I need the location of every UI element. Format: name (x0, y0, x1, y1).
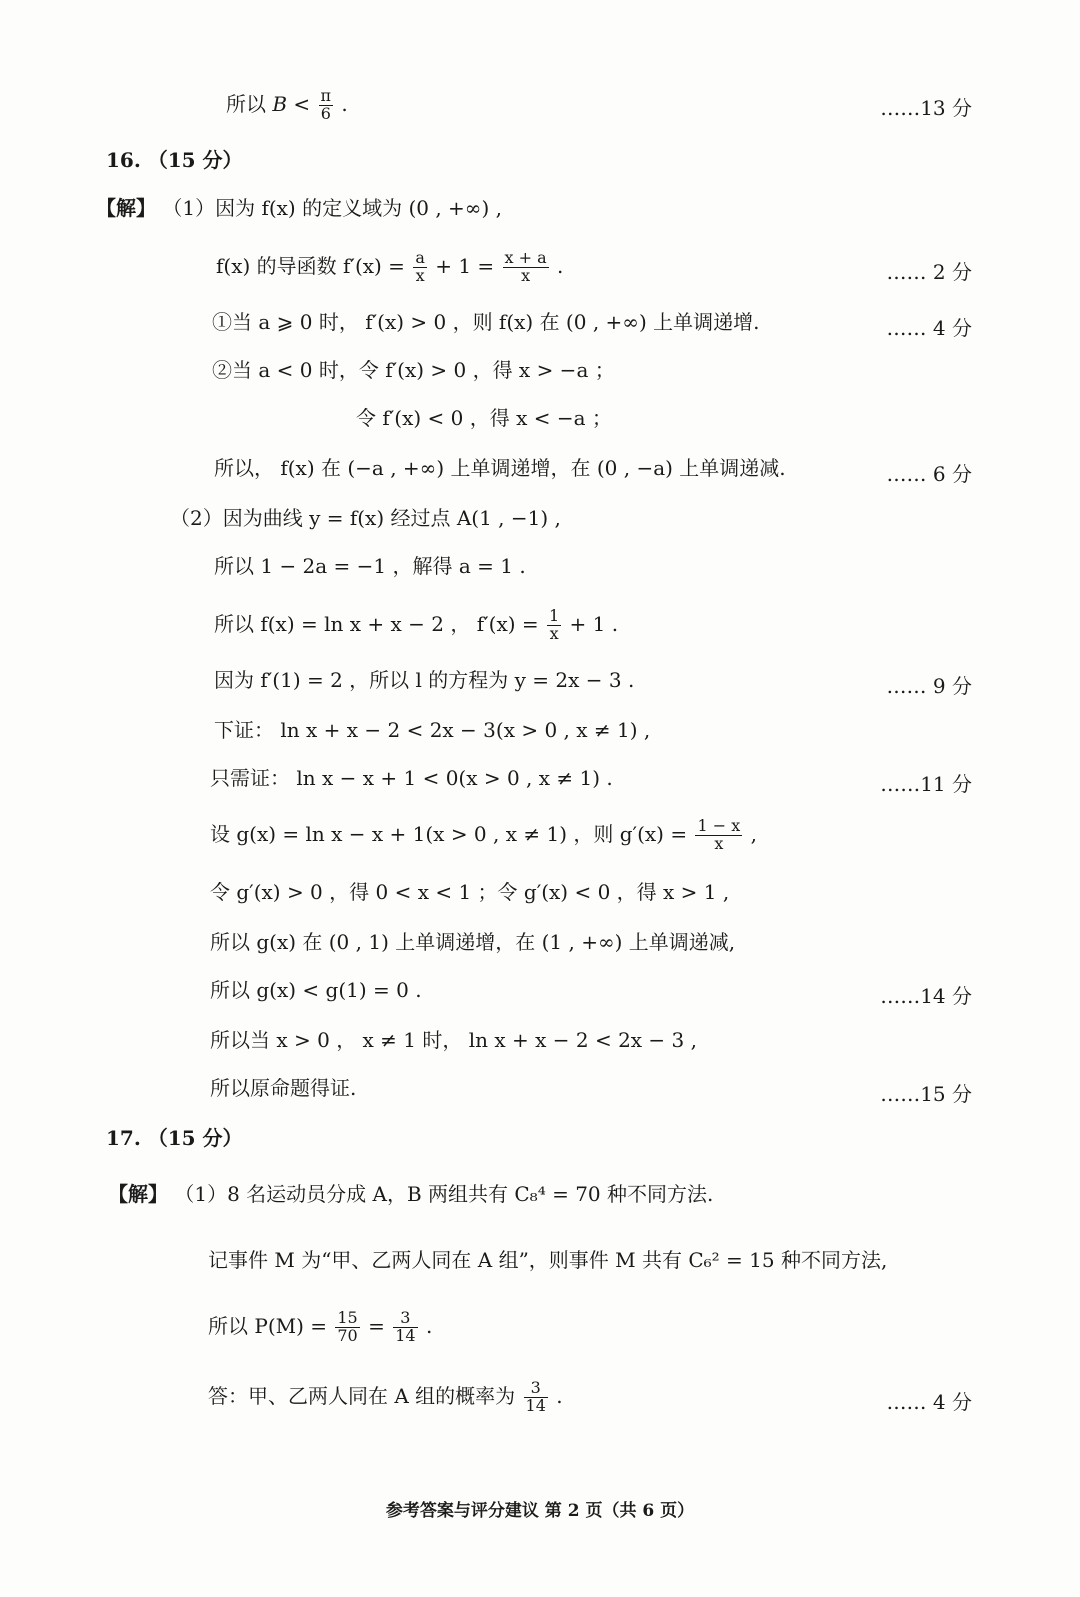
question-16-heading: 16. （15 分） (106, 148, 243, 172)
text: + 1 = (435, 253, 501, 278)
q17-answer (208, 1380, 563, 1415)
numerator: a (415, 248, 425, 267)
q16-proved: 所以原命题得证. (210, 1076, 357, 1100)
text: 答：甲、乙两人同在 A 组的概率为 (208, 1383, 522, 1408)
q17-probability (208, 1310, 432, 1345)
fraction-1-x (547, 608, 561, 643)
score-11: ……11 分 (880, 772, 972, 796)
q16-derivative-line (216, 250, 563, 285)
q16-tangent-line: 因为 f′(1) = 2 ，所以 l 的方程为 y = 2x − 3 . (214, 668, 635, 692)
fraction-3-14 (524, 1380, 548, 1415)
text: . (341, 91, 348, 116)
numerator: π (320, 86, 332, 105)
text: . (556, 1383, 563, 1408)
text: 设 g(x) = ln x − x + 1(x > 0 , x ≠ 1) ，则 g′(x) = (210, 821, 694, 846)
text: （1）因为 f(x) 的定义域为 (0 , +∞) , (162, 196, 502, 220)
text: 所以 f(x) = ln x + x − 2 ， f′(x) = (214, 611, 545, 636)
q16-result: 所以当 x > 0 ， x ≠ 1 时， ln x + x − 2 < 2x − 3 , (210, 1028, 697, 1052)
math: B < (272, 91, 317, 116)
q16-case1: ①当 a ⩾ 0 时， f′(x) > 0 ，则 f(x) 在 (0 , +∞) 上单调递增. (212, 310, 760, 334)
score-15: ……15 分 (880, 1082, 972, 1106)
fraction-15-70 (335, 1310, 359, 1345)
score-6: …… 6 分 (886, 462, 972, 486)
text: . (425, 1313, 433, 1338)
text: （1）8 名运动员分成 A，B 两组共有 C₈⁴ = 70 种不同方法. (174, 1182, 714, 1206)
text: , (750, 821, 757, 846)
q16-conclusion1: 所以， f(x) 在 (−a , +∞) 上单调递增，在 (0 , −a) 上单调递减. (214, 456, 786, 480)
q16-case2b: 令 f′(x) < 0 ，得 x < −a ； (356, 406, 612, 430)
denominator: 6 (320, 103, 331, 123)
score-2: …… 2 分 (886, 260, 972, 284)
q16-part1-line1 (96, 198, 502, 218)
text: = (368, 1313, 392, 1338)
denominator: 14 (395, 1325, 416, 1345)
q17-part1-line1 (108, 1184, 713, 1204)
q16-g-max: 所以 g(x) < g(1) = 0 . (210, 978, 422, 1002)
fraction-3-14 (393, 1310, 417, 1345)
text: 所以 (226, 91, 266, 116)
numerator: 1 − x (697, 816, 741, 835)
q16-g-sign: 令 g′(x) > 0 ，得 0 < x < 1 ；令 g′(x) < 0 ，得 x > 1 , (210, 880, 730, 904)
denominator: x (549, 623, 559, 643)
q16-define-g (210, 818, 757, 853)
score-13: ……13 分 (880, 96, 972, 120)
denominator: x (415, 265, 425, 285)
solution-tag: 【解】 (108, 1182, 168, 1206)
question-17-heading: 17. （15 分） (106, 1126, 243, 1150)
denominator: x (714, 833, 724, 853)
q16-g-monotonic: 所以 g(x) 在 (0 , 1) 上单调递增，在 (1 , +∞) 上单调递减, (210, 930, 736, 954)
q16-to-prove: 下证： ln x + x − 2 < 2x − 3(x > 0 , x ≠ 1) , (214, 718, 651, 742)
score-14: ……14 分 (880, 984, 972, 1008)
denominator: 70 (337, 1325, 358, 1345)
numerator: x + a (504, 248, 547, 267)
fraction-a-x (413, 250, 427, 285)
fraction-1mx-x (695, 818, 742, 853)
text: + 1 . (569, 611, 619, 636)
q16-part2-line1: （2）因为曲线 y = f(x) 经过点 A(1 , −1) , (170, 506, 561, 530)
solution-tag: 【解】 (96, 196, 156, 220)
score-9: …… 9 分 (886, 674, 972, 698)
text: 所以 P(M) = (208, 1313, 334, 1338)
q16-part2-line2: 所以 1 − 2a = −1 ，解得 a = 1 . (214, 554, 526, 578)
denominator: 14 (525, 1395, 546, 1415)
line-b-less-pi-6 (226, 88, 348, 123)
numerator: 3 (524, 1380, 548, 1398)
numerator: 1 (549, 606, 560, 625)
page-footer: 参考答案与评分建议 第 2 页（共 6 页） (385, 1501, 695, 1521)
numerator: 15 (337, 1308, 358, 1327)
fraction-xpa-x (503, 250, 549, 285)
numerator: 3 (393, 1310, 417, 1328)
score-4: …… 4 分 (886, 316, 972, 340)
score-4: …… 4 分 (886, 1390, 972, 1414)
text: . (557, 253, 564, 278)
denominator: x (521, 265, 531, 285)
q16-case2: ②当 a < 0 时，令 f′(x) > 0 ，得 x > −a ； (212, 358, 615, 382)
fraction-pi-6 (319, 88, 334, 123)
text: f(x) 的导函数 f′(x) = (216, 253, 412, 278)
q16-part2-line3 (214, 608, 618, 643)
q17-event-m: 记事件 M 为“甲、乙两人同在 A 组”，则事件 M 共有 C₆² = 15 种不同方法, (208, 1248, 888, 1272)
q16-need-prove: 只需证： ln x − x + 1 < 0(x > 0 , x ≠ 1) . (210, 766, 613, 790)
